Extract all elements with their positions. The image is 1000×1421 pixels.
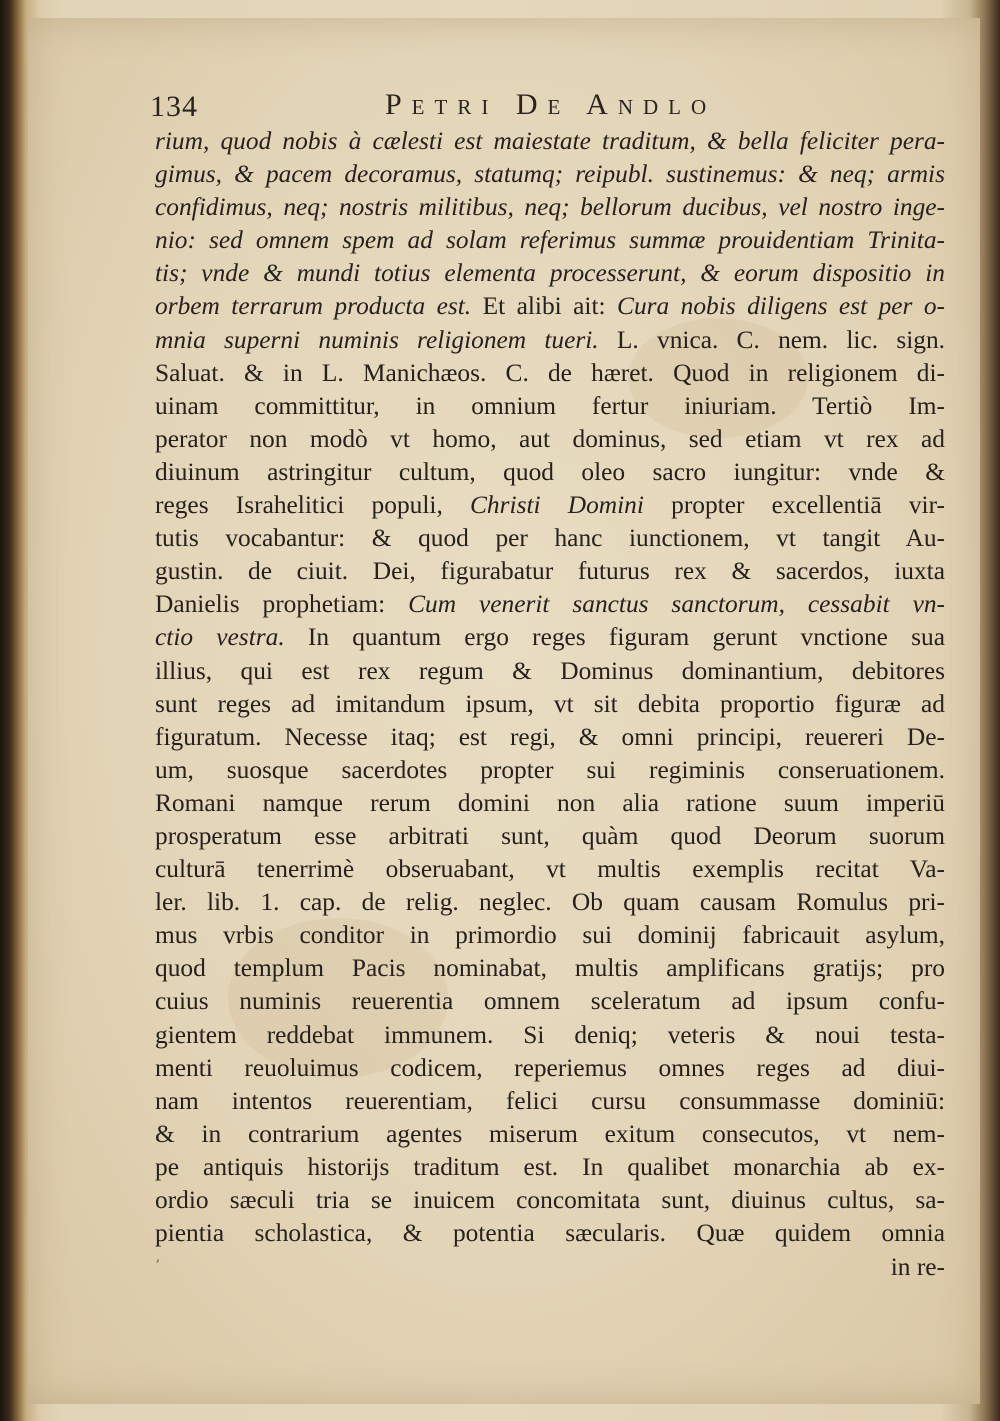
text-line: [155, 886, 945, 919]
roman-segment: Et alibi ait:: [471, 292, 618, 321]
text-line: [155, 522, 945, 555]
body-text: [155, 125, 945, 1250]
catchword-row: [155, 1253, 945, 1287]
roman-segment: tutis vocabantur: & quod per hanc iunctionem, vt tangit Au-: [155, 524, 945, 553]
text-line: [155, 1085, 945, 1118]
italic-segment: ctio vestra.: [155, 623, 285, 652]
roman-segment: propter excellentiā vir-: [643, 491, 945, 520]
roman-segment: pe antiquis historijs traditum est. In qualibet monarchia ab ex-: [155, 1152, 945, 1181]
text-line: [155, 1217, 945, 1250]
text-line: [155, 1019, 945, 1052]
text-line: [155, 1184, 945, 1217]
text-line: [155, 357, 945, 390]
italic-segment: rium, quod nobis à cælesti est maiestate traditum, & bella feliciter pera-: [155, 127, 945, 155]
roman-segment: perator non modò vt homo, aut dominus, sed etiam vt rex ad: [155, 424, 945, 453]
text-line: [155, 489, 945, 522]
text-line: [155, 1151, 945, 1184]
text-line: [155, 456, 945, 489]
text-line: [155, 985, 945, 1018]
text-line: [155, 588, 945, 621]
roman-segment: ordio sæculi tria se inuicem concomitata sunt, diuinus cultus, sa-: [155, 1186, 945, 1214]
roman-segment: gustin. de ciuit. Dei, figurabatur futurus rex & sacerdos, iuxta: [155, 557, 945, 586]
italic-segment: Christi Domini: [470, 491, 644, 520]
roman-segment: diuinum astringitur cultum, quod oleo sacro iungitur: vnde &: [155, 457, 945, 486]
text-line: [155, 621, 945, 654]
italic-segment: tis; vnde & mundi totius elementa processerunt, & eorum dispositio in: [155, 259, 945, 288]
italic-segment: mnia superni numinis religionem tueri.: [155, 325, 599, 354]
roman-segment: Romani namque rerum domini non alia ratione suum imperiū: [155, 788, 945, 817]
roman-segment: Danielis prophetiam:: [155, 590, 409, 619]
running-title: Petri De Andlo: [385, 88, 717, 121]
italic-segment: nio: sed omnem spem ad solam referimus summæ prouidentiam Trinita-: [155, 226, 945, 255]
roman-segment: menti reuoluimus codicem, reperiemus omnes reges ad diui-: [155, 1053, 945, 1082]
text-line: [155, 853, 945, 886]
catchword: in re-: [890, 1253, 945, 1281]
text-line: [155, 1052, 945, 1085]
roman-segment: culturā tenerrimè obseruabant, vt multis exemplis recitat Va-: [155, 855, 945, 884]
text-line: [155, 224, 945, 257]
text-line: [155, 423, 945, 456]
roman-segment: sunt reges ad imitandum ipsum, vt sit debita proportio figuræ ad: [155, 689, 945, 718]
text-line: [155, 390, 945, 423]
roman-segment: illius, qui est rex regum & Dominus dominantium, debitores: [155, 656, 945, 685]
roman-segment: nam intentos reuerentiam, felici cursu consummasse dominiū:: [155, 1086, 945, 1115]
text-line: [155, 158, 945, 191]
roman-segment: gientem reddebat immunem. Si deniq; veteris & noui testa-: [155, 1020, 945, 1049]
text-line: [155, 290, 945, 323]
text-line: [155, 191, 945, 224]
italic-segment: confidimus, neq; nostris militibus, neq; bellorum ducibus, vel nostro inge-: [155, 193, 945, 222]
text-line: [155, 555, 945, 588]
roman-segment: L. vnica. C. nem. lic. sign.: [598, 325, 945, 354]
text-line: [155, 688, 945, 721]
roman-segment: cuius numinis reuerentia omnem sceleratum ad ipsum confu-: [155, 987, 945, 1016]
roman-segment: Saluat. & in L. Manichæos. C. de hæret. Quod in religionem di-: [155, 358, 945, 387]
roman-segment: ler. lib. 1. cap. de relig. neglec. Ob quam causam Romulus pri-: [155, 888, 945, 917]
roman-segment: & in contrarium agentes miserum exitum consecutos, vt nem-: [155, 1119, 945, 1148]
text-line: [155, 787, 945, 820]
text-line: [155, 125, 945, 158]
text-line: [155, 655, 945, 688]
page-number: 134: [150, 90, 198, 123]
text-line: [155, 754, 945, 787]
roman-segment: mus vrbis conditor in primordio sui dominij fabricauit asylum,: [155, 921, 945, 950]
text-line: [155, 324, 945, 357]
ink-mark-icon: ʼ: [155, 1258, 160, 1274]
roman-segment: pientia scholastica, & potentia sæcularis. Quæ quidem omnia: [155, 1219, 945, 1248]
roman-segment: In quantum ergo reges figuram gerunt vnctione sua: [284, 623, 945, 652]
roman-segment: uinam committitur, in omnium fertur iniuriam. Tertiò Im-: [155, 391, 945, 420]
text-line: [155, 1118, 945, 1151]
text-line: [155, 952, 945, 985]
roman-segment: quod templum Pacis nominabat, multis amplificans gratijs; pro: [155, 954, 945, 983]
text-line: [155, 257, 945, 290]
roman-segment: um, suosque sacerdotes propter sui regiminis conseruationem.: [155, 755, 945, 784]
italic-segment: gimus, & pacem decoramus, statumq; reipubl. sustinemus: & neq; armis: [155, 160, 945, 189]
text-line: [155, 919, 945, 952]
text-line: [155, 721, 945, 754]
roman-segment: reges Israhelitici populi,: [155, 491, 470, 520]
italic-segment: Cura nobis diligens est per o-: [617, 292, 945, 321]
text-line: [155, 820, 945, 853]
roman-segment: prosperatum esse arbitrati sunt, quàm quod Deorum suorum: [155, 821, 945, 850]
italic-segment: orbem terrarum producta est.: [155, 292, 472, 321]
roman-segment: figuratum. Necesse itaq; est regi, & omni principi, reuereri De-: [155, 722, 945, 751]
running-header: [150, 88, 950, 128]
italic-segment: Cum venerit sanctus sanctorum, cessabit vn-: [408, 590, 945, 619]
